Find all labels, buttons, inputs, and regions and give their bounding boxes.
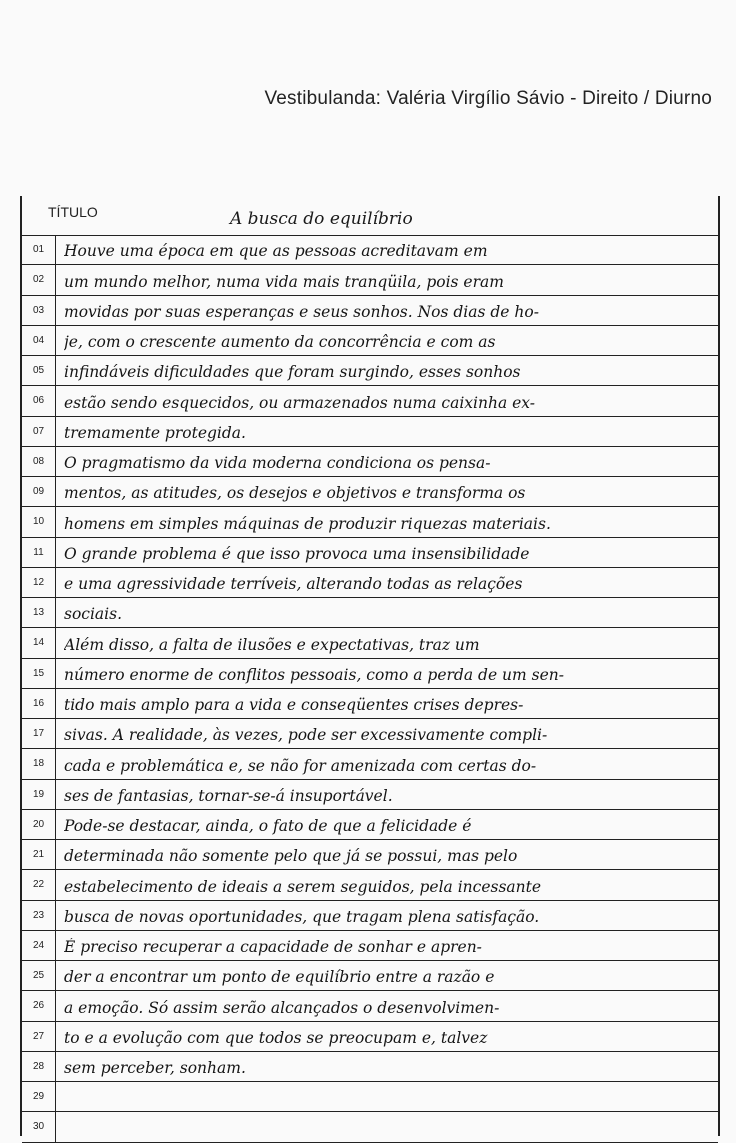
line-number: 27 (22, 1022, 56, 1051)
line-text: O grande problema é que isso provoca uma insensibilidade (64, 544, 530, 563)
candidate-header: Vestibulanda: Valéria Virgílio Sávio - Direito / Diurno (264, 88, 712, 109)
line-text: número enorme de conflitos pessoais, como a perda de um sen- (64, 665, 565, 684)
line-number: 15 (22, 659, 56, 688)
line-text: sem perceber, sonham. (64, 1059, 246, 1077)
line-text: to e a evolução com que todos se preocupam e, talvez (64, 1028, 488, 1047)
title-row (22, 196, 718, 236)
line-text: Além disso, a falta de ilusões e expectativas, traz um (64, 635, 480, 654)
line-number: 11 (22, 538, 56, 567)
line-text: sivas. A realidade, às vezes, pode ser excessivamente compli- (64, 726, 548, 745)
essay-line (22, 931, 718, 961)
line-number: 07 (22, 417, 56, 446)
line-number: 22 (22, 870, 56, 899)
line-text: cada e problemática e, se não for amenizada com certas do- (64, 756, 537, 775)
line-text: sociais. (64, 605, 123, 624)
line-text: e uma agressividade terríveis, alterando todas as relações (64, 575, 523, 593)
line-number: 05 (22, 356, 56, 385)
line-text: O pragmatismo da vida moderna condiciona os pensa- (64, 454, 491, 472)
essay-line (22, 386, 718, 416)
line-text: É preciso recuperar a capacidade de sonhar e apren- (64, 938, 482, 956)
essay-line (22, 810, 718, 840)
essay-line (22, 628, 718, 658)
line-number: 23 (22, 901, 56, 930)
essay-line (22, 568, 718, 598)
line-number: 30 (22, 1112, 56, 1141)
line-number: 06 (22, 386, 56, 415)
essay-line (22, 1112, 718, 1142)
line-number: 03 (22, 296, 56, 325)
line-text: a emoção. Só assim serão alcançados o desenvolvimen- (64, 998, 500, 1017)
essay-line (22, 296, 718, 326)
line-number: 18 (22, 749, 56, 778)
line-text: je, com o crescente aumento da concorrência e com as (64, 333, 496, 351)
line-text: Houve uma época em que as pessoas acreditavam em (64, 242, 488, 261)
essay-line (22, 417, 718, 447)
essay-line (22, 1082, 718, 1112)
line-text: mentos, as atitudes, os desejos e objetivos e transforma os (64, 484, 526, 503)
line-number: 13 (22, 598, 56, 627)
line-number: 21 (22, 840, 56, 869)
essay-line (22, 235, 718, 265)
line-text: movidas por suas esperanças e seus sonhos. Nos dias de ho- (64, 302, 539, 321)
line-number: 08 (22, 447, 56, 476)
line-text: der a encontrar um ponto de equilíbrio entre a razão e (64, 968, 495, 987)
line-text: tido mais amplo para a vida e conseqüentes crises depres- (64, 696, 524, 714)
essay-line (22, 689, 718, 719)
essay-line (22, 870, 718, 900)
line-number: 04 (22, 326, 56, 355)
line-number: 28 (22, 1052, 56, 1081)
line-number: 14 (22, 628, 56, 657)
essay-line (22, 326, 718, 356)
essay-line (22, 265, 718, 295)
line-text: estabelecimento de ideais a serem seguidos, pela incessante (64, 877, 542, 896)
line-text: busca de novas oportunidades, que tragam plena satisfação. (64, 907, 540, 926)
essay-line (22, 659, 718, 689)
essay-line (22, 507, 718, 537)
line-text: estão sendo esquecidos, ou armazenados numa caixinha ex- (64, 393, 536, 412)
line-number: 17 (22, 719, 56, 748)
line-number: 25 (22, 961, 56, 990)
line-text: ses de fantasias, tornar-se-á insuportável. (64, 786, 393, 805)
line-text: infindáveis dificuldades que foram surgindo, esses sonhos (64, 363, 521, 382)
line-number: 19 (22, 780, 56, 809)
line-number: 02 (22, 265, 56, 294)
essay-line (22, 991, 718, 1021)
line-number: 26 (22, 991, 56, 1020)
line-number: 24 (22, 931, 56, 960)
essay-line (22, 840, 718, 870)
line-number: 16 (22, 689, 56, 718)
essay-line (22, 538, 718, 568)
essay-line (22, 719, 718, 749)
essay-line (22, 961, 718, 991)
line-text: homens em simples máquinas de produzir riquezas materiais. (64, 514, 551, 533)
line-text: determinada não somente pelo que já se possui, mas pelo (64, 847, 518, 866)
essay-line (22, 598, 718, 628)
line-number: 10 (22, 507, 56, 536)
essay-line (22, 780, 718, 810)
essay-sheet (20, 196, 720, 1136)
line-text: tremamente protegida. (64, 423, 246, 442)
line-text: um mundo melhor, numa vida mais tranqüila, pois eram (64, 272, 504, 291)
essay-line (22, 447, 718, 477)
essay-line (22, 1022, 718, 1052)
essay-line (22, 901, 718, 931)
essay-line (22, 356, 718, 386)
essay-title: A busca do equilíbrio (230, 209, 413, 229)
line-number: 09 (22, 477, 56, 506)
line-text: Pode-se destacar, ainda, o fato de que a felicidade é (64, 817, 472, 835)
essay-line (22, 477, 718, 507)
line-number: 29 (22, 1082, 56, 1111)
line-number: 20 (22, 810, 56, 839)
title-label: TÍTULO (48, 204, 98, 220)
line-number: 12 (22, 568, 56, 597)
line-number: 01 (22, 235, 56, 264)
essay-line (22, 1052, 718, 1082)
essay-line (22, 749, 718, 779)
